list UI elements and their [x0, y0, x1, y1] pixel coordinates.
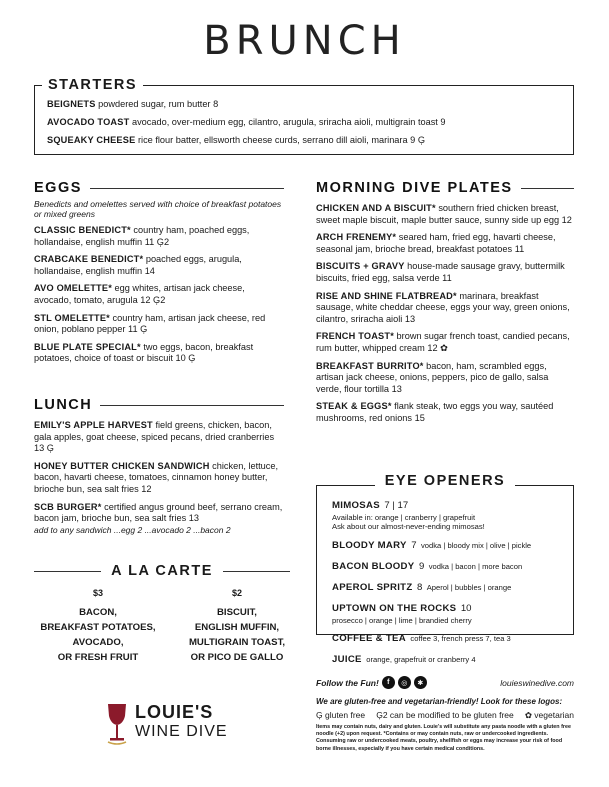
menu-item-name: ARCH FRENEMY*	[316, 232, 397, 243]
menu-item-name: BREAKFAST BURRITO*	[316, 360, 424, 371]
lunch-section	[34, 397, 284, 541]
wine-glass-icon	[105, 702, 129, 746]
menu-item-price: 9	[410, 135, 416, 145]
menu-item-desc: brown sugar french toast, candied pecans, rum butter, whipped cream	[316, 331, 570, 353]
dietary-tag: Ģ	[417, 135, 425, 145]
carte-right-line: OR PICO DE GALLO	[190, 652, 284, 663]
carte-left-line: AVOCADO,	[72, 637, 124, 648]
menu-item	[47, 134, 567, 147]
drinks-list	[332, 535, 572, 667]
menu-item	[316, 232, 574, 255]
menu-item	[316, 203, 574, 226]
menu-item	[316, 261, 574, 284]
menu-item-name: STL OMELETTE*	[34, 312, 110, 323]
menu-item-price: 11	[128, 324, 138, 335]
drink-name: JUICE	[332, 654, 362, 666]
menu-item-name: STEAK & EGGS*	[316, 401, 392, 412]
carte-right-line: BISCUIT,	[217, 607, 257, 618]
website-link[interactable]: louieswinedive.com	[500, 677, 574, 688]
vegetarian-legend: ✿ vegetarian	[524, 710, 574, 720]
dietary-tag: Ģ2	[156, 236, 170, 247]
menu-item	[34, 502, 284, 525]
eye-openers-heading: EYE OPENERS	[316, 473, 574, 489]
carte-right-line: MULTIGRAIN TOAST,	[188, 637, 286, 648]
menu-item	[47, 116, 567, 129]
fine-print: Items may contain nuts, dairy and gluten. Louie's will substitute any pasta noodle with a gluten free noodle (+2) upon request. *Contains or may contain nuts, raw or undercooked ingredients. Consuming raw or undercooked meats, poultry, shellfish or eggs may increase your risk of food borne illnesses, especially if you have certain medical conditions.	[316, 724, 571, 752]
lunch-heading: LUNCH	[34, 397, 284, 413]
menu-item-desc: certified angus ground beef, serrano cream, bacon jam, brioche bun, sea salt fries	[34, 501, 283, 524]
menu-item-price: 12	[561, 214, 572, 225]
menu-item	[316, 361, 574, 396]
morning-heading: MORNING DIVE PLATES	[316, 180, 574, 196]
menu-item-name: EMILY'S APPLE HARVEST	[34, 420, 153, 430]
drink-item	[332, 577, 572, 595]
menu-item-desc: two eggs, bacon, breakfast potatoes, choice of toast or biscuit	[34, 341, 254, 364]
menu-item	[34, 313, 284, 336]
carte-right-price: $2	[231, 588, 242, 598]
menu-item-desc: country ham, artisan jack cheese, red onion, poblano pepper	[34, 312, 266, 335]
drink-desc: vodka | bacon | more bacon	[428, 561, 523, 571]
page-title: BRUNCH	[203, 18, 406, 64]
menu-item-desc: avocado, over-medium egg, cilantro, arugula, sriracha aioli, multigrain toast	[131, 117, 438, 127]
menu-item-price: 14	[144, 265, 155, 276]
menu-item-desc: bacon, ham, scrambled eggs, artisan jack cheese, onions, peppers, pico de gallo, salsa verde, flour tortilla	[316, 360, 549, 394]
menu-item	[47, 98, 567, 111]
menu-item	[316, 401, 574, 424]
lunch-addon: add to any sandwich ...egg 2 ...avocado 2 ...bacon 2	[34, 524, 231, 535]
drink-item	[332, 649, 572, 667]
drink-name: UPTOWN ON THE ROCKS	[332, 602, 457, 614]
menu-item-desc: poached eggs, arugula, hollandaise, english muffin	[34, 254, 242, 276]
dietary-tag: ✿	[440, 342, 448, 353]
eye-openers-list	[332, 495, 572, 670]
menu-item-name: SCB BURGER*	[34, 501, 102, 512]
eggs-heading: EGGS	[34, 180, 284, 196]
menu-item-desc: marinara, breakfast sausage, white cheddar cheese, eggs your way, green onions, cilantro, sriracha aioli	[316, 290, 570, 324]
yelp-icon[interactable]: ✱	[414, 676, 427, 689]
drink-price: 7	[411, 539, 417, 551]
menu-item-price: 9	[440, 117, 446, 127]
dietary-tag: Ģ2	[153, 294, 166, 305]
drink-price: 8	[416, 581, 423, 593]
louies-logo	[105, 700, 255, 750]
menu-item-desc: flank steak, two eggs you way, sautéed mushrooms, red onions	[316, 401, 554, 423]
menu-item-price: 12	[140, 294, 151, 305]
menu-item-price: 11	[442, 272, 452, 283]
drink-desc: Aperol | bubbles | orange	[426, 582, 512, 592]
dietary-tag: Ģ	[188, 353, 196, 364]
menu-item-price: 11	[514, 243, 525, 254]
menu-item-name: CHICKEN AND A BISCUIT*	[316, 203, 436, 213]
carte-left	[34, 586, 162, 665]
menu-item-desc: seared ham, fried egg, havarti cheese, seasonal jam, brioche bread, breakfast potatoes	[316, 232, 556, 254]
eggs-section	[34, 180, 284, 371]
menu-item-desc: chicken, lettuce, bacon, havarti cheese, tomatoes, cinnamon honey butter, brioche bun, sea salt fries	[34, 460, 279, 494]
menu-item-price: 10	[175, 353, 186, 364]
morning-list	[316, 203, 574, 425]
drink-name: APEROL SPRITZ	[332, 581, 413, 593]
menu-item-name: BLUE PLATE SPECIAL*	[34, 341, 141, 352]
drink-name: COFFEE & TEA	[332, 633, 406, 645]
menu-item-price: 11	[144, 236, 155, 247]
menu-item	[34, 342, 284, 365]
drink-desc: vodka | bloody mix | olive | pickle	[420, 540, 532, 550]
carte-right	[172, 586, 302, 665]
menu-item-price: 13	[188, 513, 199, 524]
menu-item-name: HONEY BUTTER CHICKEN SANDWICH	[34, 460, 210, 471]
menu-item-price: 13	[34, 443, 45, 454]
menu-item-name: AVOCADO TOAST	[47, 117, 130, 127]
logo-line2: WINE DIVE	[135, 723, 228, 740]
drink-price: 10	[460, 602, 472, 614]
drink-name: BACON BLOODY	[332, 560, 415, 572]
menu-item-price: 13	[404, 313, 416, 324]
lunch-list	[34, 420, 284, 525]
menu-item	[34, 461, 284, 496]
follow-bar	[316, 676, 574, 689]
carte-heading: A LA CARTE	[34, 563, 290, 579]
dietary-tag: Ģ	[46, 443, 54, 454]
starters-heading: STARTERS	[42, 77, 143, 93]
menu-item-price: 8	[213, 99, 219, 109]
drink-price: 9	[418, 560, 425, 572]
menu-item	[34, 225, 284, 248]
drink-item	[332, 598, 572, 625]
menu-item-name: CLASSIC BENEDICT*	[34, 225, 131, 235]
drink-item	[332, 556, 572, 574]
gluten-free-legend: Ģ gluten free	[316, 710, 366, 720]
carte-right-line: ENGLISH MUFFIN,	[194, 622, 280, 633]
menu-item-name: FRENCH TOAST*	[316, 331, 394, 342]
eggs-note: Benedicts and omelettes served with choice of breakfast potatoes or mixed greens	[34, 199, 282, 219]
menu-item-name: AVO OMELETTE*	[34, 283, 112, 294]
menu-item-name: RISE AND SHINE FLATBREAD*	[316, 290, 457, 301]
menu-item-name: SQUEAKY CHEESE	[47, 135, 136, 145]
drink-desc: orange, grapefruit or cranberry 4	[366, 655, 476, 665]
menu-item	[34, 254, 284, 277]
menu-item-desc: country ham, poached eggs, hollandaise, english muffin	[34, 225, 250, 247]
menu-item	[34, 420, 284, 455]
instagram-icon[interactable]: ◎	[398, 676, 411, 689]
menu-item-desc: rice flour batter, ellsworth cheese curds, serrano dill aioli, marinara	[137, 135, 408, 145]
menu-item-desc: southern fried chicken breast, sweet maple biscuit, maple butter sauce, sunny side up egg	[316, 203, 560, 225]
drink-item: MIMOSAS 7 | 17 Available in: orange | cranberry | grapefruit Ask about our almost-never-ending mimosas!	[332, 500, 485, 532]
menu-item-desc: egg whites, artisan jack cheese, avocado, tomato, arugula	[34, 283, 245, 305]
drink-sub: prosecco | orange | lime | brandied cherry	[332, 615, 472, 625]
drink-item	[332, 535, 572, 553]
logo-line1: LOUIE'S	[135, 702, 214, 722]
eggs-list	[34, 225, 284, 365]
carte-left-line: BACON,	[79, 607, 117, 618]
morning-section	[316, 180, 574, 431]
drink-desc: coffee 3, french press 7, tea 3	[410, 634, 511, 644]
menu-item	[316, 331, 574, 354]
menu-item-desc: powdered sugar, rum butter	[98, 99, 211, 109]
menu-item-price: 12	[141, 483, 152, 494]
menu-item-price: 15	[414, 412, 425, 423]
menu-item	[34, 283, 284, 306]
menu-item-desc: field greens, chicken, bacon, gala apples, goat cheese, spiced pecans, dried cranberries	[34, 420, 275, 442]
dietary-legend	[316, 710, 574, 721]
follow-label: Follow the Fun!	[316, 677, 379, 688]
menu-item-name: CRABCAKE BENEDICT*	[34, 254, 144, 265]
facebook-icon[interactable]: f	[382, 676, 395, 689]
starters-list	[47, 98, 567, 152]
menu-item-price: 12	[427, 342, 438, 353]
dietary-note: We are gluten-free and vegetarian-friendly! Look for these logos:	[316, 697, 563, 706]
carte-left-line: OR FRESH FRUIT	[57, 652, 139, 663]
menu-item-desc: house-made sausage gravy, buttermilk biscuits, fried egg, salsa verde	[316, 261, 565, 283]
drink-item	[332, 628, 572, 646]
gf-modifiable-legend: Ģ2 can be modified to be gluten free	[376, 710, 514, 720]
carte-left-price: $3	[92, 588, 103, 598]
menu-item	[316, 291, 574, 326]
drink-name: BLOODY MARY	[332, 539, 407, 551]
menu-item-price: 13	[391, 383, 402, 394]
carte-left-line: BREAKFAST POTATOES,	[40, 622, 156, 633]
dietary-tag: Ģ	[140, 324, 148, 335]
menu-item-name: BISCUITS + GRAVY	[316, 261, 405, 272]
menu-item-name: BEIGNETS	[47, 99, 96, 109]
